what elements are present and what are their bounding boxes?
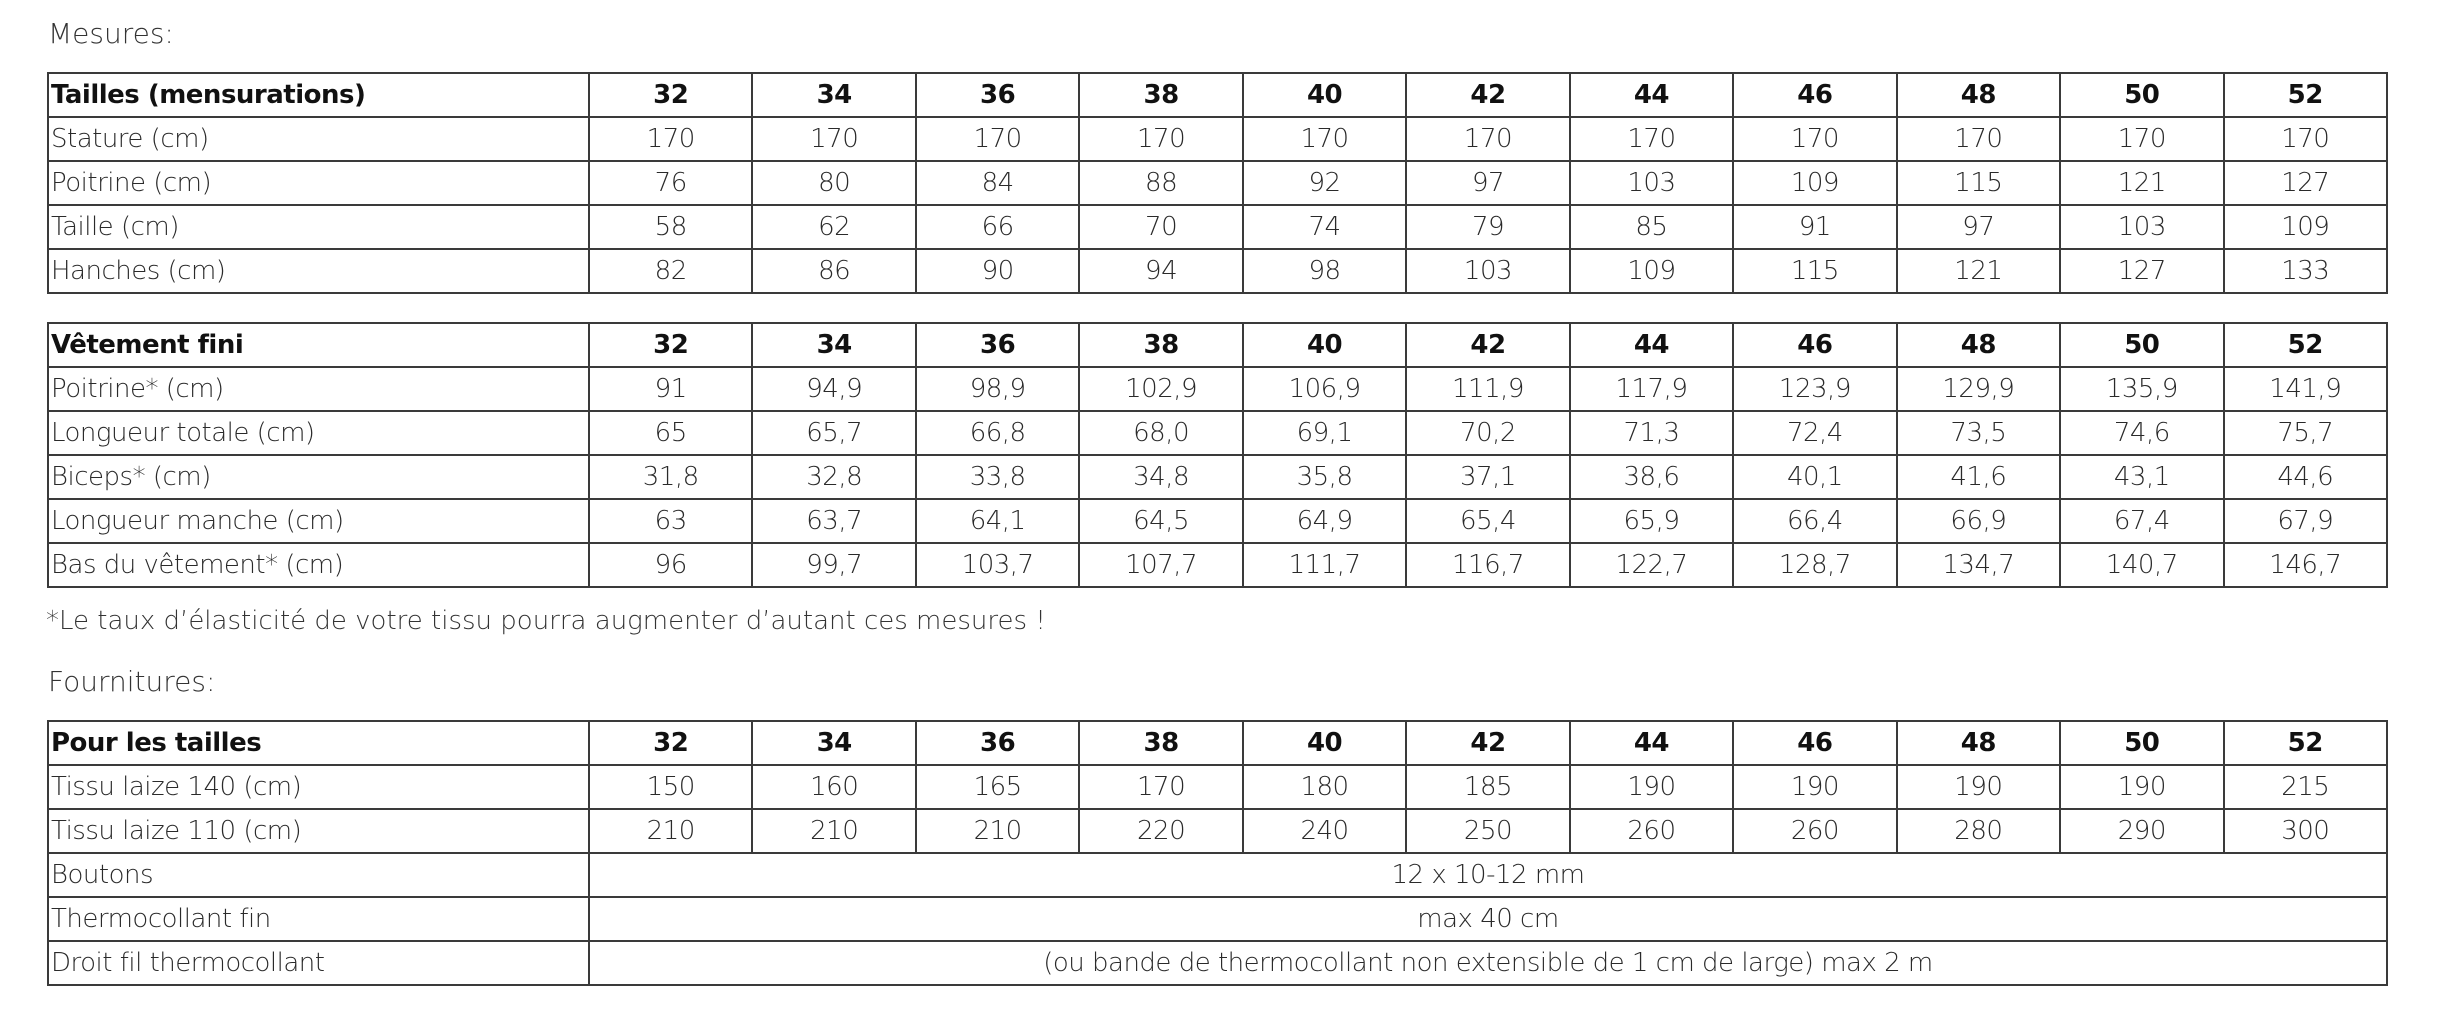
table-cell: 96 <box>589 543 752 587</box>
size-header: 38 <box>1079 323 1242 367</box>
table-cell: 71,3 <box>1570 411 1733 455</box>
table-cell: 280 <box>1897 809 2060 853</box>
row-label: Taille (cm) <box>48 205 589 249</box>
size-header: 44 <box>1570 73 1733 117</box>
table-cell: 94 <box>1079 249 1242 293</box>
table-cell: 165 <box>916 765 1079 809</box>
table-cell: 190 <box>2060 765 2223 809</box>
table-cell: 103 <box>1570 161 1733 205</box>
table-cell: 170 <box>916 117 1079 161</box>
table-cell: 250 <box>1406 809 1569 853</box>
size-header: 48 <box>1897 721 2060 765</box>
size-header: 40 <box>1243 323 1406 367</box>
table-cell: 215 <box>2224 765 2387 809</box>
table-cell: 160 <box>752 765 915 809</box>
table-row <box>48 853 2387 897</box>
table-cell: 190 <box>1570 765 1733 809</box>
table-cell: max 40 cm <box>589 897 2387 941</box>
table-cell: 140,7 <box>2060 543 2223 587</box>
supplies-heading: Fournitures: <box>48 665 216 698</box>
size-header: 52 <box>2224 73 2387 117</box>
table-cell: 65,9 <box>1570 499 1733 543</box>
table-row <box>48 897 2387 941</box>
size-header: 44 <box>1570 721 1733 765</box>
table-cell: 150 <box>589 765 752 809</box>
finished-garment-table <box>47 322 2388 588</box>
table-cell: 41,6 <box>1897 455 2060 499</box>
size-header: 46 <box>1733 73 1896 117</box>
table-cell: 62 <box>752 205 915 249</box>
table-cell: 121 <box>1897 249 2060 293</box>
table-row <box>48 117 2387 161</box>
row-label: Boutons <box>48 853 589 897</box>
table-cell: 170 <box>2060 117 2223 161</box>
table-cell: 86 <box>752 249 915 293</box>
table-cell: 94,9 <box>752 367 915 411</box>
size-header: 44 <box>1570 323 1733 367</box>
table-cell: 170 <box>1406 117 1569 161</box>
table-cell: 141,9 <box>2224 367 2387 411</box>
size-header: 52 <box>2224 721 2387 765</box>
table-cell: 170 <box>1079 765 1242 809</box>
table-cell: 121 <box>2060 161 2223 205</box>
table-cell: 63 <box>589 499 752 543</box>
table-header-label: Pour les tailles <box>48 721 589 765</box>
table-cell: 135,9 <box>2060 367 2223 411</box>
table-cell: 90 <box>916 249 1079 293</box>
table-cell: 146,7 <box>2224 543 2387 587</box>
row-label: Poitrine* (cm) <box>48 367 589 411</box>
size-header: 34 <box>752 73 915 117</box>
table-header-row <box>48 73 2387 117</box>
table-cell: 170 <box>1079 117 1242 161</box>
table-cell: 260 <box>1570 809 1733 853</box>
table-cell: 103,7 <box>916 543 1079 587</box>
size-header: 36 <box>916 73 1079 117</box>
size-header: 42 <box>1406 73 1569 117</box>
size-header: 32 <box>589 721 752 765</box>
table-row <box>48 455 2387 499</box>
table-cell: 97 <box>1897 205 2060 249</box>
size-header: 32 <box>589 73 752 117</box>
row-label: Biceps* (cm) <box>48 455 589 499</box>
table-cell: 75,7 <box>2224 411 2387 455</box>
table-cell: 134,7 <box>1897 543 2060 587</box>
table-row <box>48 367 2387 411</box>
table-cell: 115 <box>1733 249 1896 293</box>
table-cell: 80 <box>752 161 915 205</box>
table-cell: 66,8 <box>916 411 1079 455</box>
table-cell: 88 <box>1079 161 1242 205</box>
elasticity-note: *Le taux d’élasticité de votre tissu pourra augmenter d’autant ces mesures ! <box>46 606 1046 636</box>
table-cell: 109 <box>1570 249 1733 293</box>
table-cell: 82 <box>589 249 752 293</box>
table-header-row <box>48 721 2387 765</box>
table-cell: 240 <box>1243 809 1406 853</box>
table-cell: 35,8 <box>1243 455 1406 499</box>
table-cell: 111,7 <box>1243 543 1406 587</box>
table-cell: 12 x 10-12 mm <box>589 853 2387 897</box>
table-cell: 128,7 <box>1733 543 1896 587</box>
table-cell: 300 <box>2224 809 2387 853</box>
table-cell: 103 <box>1406 249 1569 293</box>
table-cell: 116,7 <box>1406 543 1569 587</box>
size-header: 36 <box>916 721 1079 765</box>
table-cell: 64,5 <box>1079 499 1242 543</box>
table-cell: 58 <box>589 205 752 249</box>
row-label: Poitrine (cm) <box>48 161 589 205</box>
table-cell: 64,9 <box>1243 499 1406 543</box>
table-cell: 85 <box>1570 205 1733 249</box>
table-cell: (ou bande de thermocollant non extensible de 1 cm de large) max 2 m <box>589 941 2387 985</box>
body-measurements-table <box>47 72 2388 294</box>
table-cell: 84 <box>916 161 1079 205</box>
table-cell: 32,8 <box>752 455 915 499</box>
size-header: 38 <box>1079 721 1242 765</box>
size-header: 40 <box>1243 73 1406 117</box>
table-cell: 185 <box>1406 765 1569 809</box>
size-header: 50 <box>2060 73 2223 117</box>
table-cell: 109 <box>1733 161 1896 205</box>
table-cell: 92 <box>1243 161 1406 205</box>
size-header: 52 <box>2224 323 2387 367</box>
size-header: 46 <box>1733 323 1896 367</box>
table-cell: 66,4 <box>1733 499 1896 543</box>
table-cell: 65,7 <box>752 411 915 455</box>
table-cell: 127 <box>2060 249 2223 293</box>
supplies-table <box>47 720 2388 986</box>
table-row <box>48 249 2387 293</box>
table-header-row <box>48 323 2387 367</box>
table-cell: 33,8 <box>916 455 1079 499</box>
table-cell: 123,9 <box>1733 367 1896 411</box>
table-header-label: Tailles (mensurations) <box>48 73 589 117</box>
table-cell: 37,1 <box>1406 455 1569 499</box>
table-cell: 122,7 <box>1570 543 1733 587</box>
table-row <box>48 161 2387 205</box>
size-header: 50 <box>2060 721 2223 765</box>
size-header: 38 <box>1079 73 1242 117</box>
row-label: Tissu laize 110 (cm) <box>48 809 589 853</box>
table-cell: 63,7 <box>752 499 915 543</box>
table-cell: 106,9 <box>1243 367 1406 411</box>
size-header: 42 <box>1406 323 1569 367</box>
table-cell: 65,4 <box>1406 499 1569 543</box>
table-cell: 98 <box>1243 249 1406 293</box>
table-cell: 67,4 <box>2060 499 2223 543</box>
table-cell: 91 <box>1733 205 1896 249</box>
table-cell: 72,4 <box>1733 411 1896 455</box>
size-header: 36 <box>916 323 1079 367</box>
size-header: 48 <box>1897 73 2060 117</box>
table-row <box>48 765 2387 809</box>
table-cell: 67,9 <box>2224 499 2387 543</box>
table-cell: 170 <box>1733 117 1896 161</box>
table-cell: 107,7 <box>1079 543 1242 587</box>
table-cell: 66,9 <box>1897 499 2060 543</box>
table-cell: 210 <box>916 809 1079 853</box>
table-cell: 170 <box>1243 117 1406 161</box>
table-row <box>48 809 2387 853</box>
table-cell: 70,2 <box>1406 411 1569 455</box>
table-cell: 73,5 <box>1897 411 2060 455</box>
table-cell: 99,7 <box>752 543 915 587</box>
table-cell: 44,6 <box>2224 455 2387 499</box>
size-header: 32 <box>589 323 752 367</box>
table-cell: 170 <box>589 117 752 161</box>
table-row <box>48 543 2387 587</box>
table-cell: 98,9 <box>916 367 1079 411</box>
table-cell: 38,6 <box>1570 455 1733 499</box>
table-cell: 65 <box>589 411 752 455</box>
table-cell: 43,1 <box>2060 455 2223 499</box>
row-label: Droit fil thermocollant <box>48 941 589 985</box>
table-cell: 40,1 <box>1733 455 1896 499</box>
size-header: 48 <box>1897 323 2060 367</box>
row-label: Hanches (cm) <box>48 249 589 293</box>
table-cell: 127 <box>2224 161 2387 205</box>
table-cell: 76 <box>589 161 752 205</box>
size-header: 34 <box>752 323 915 367</box>
table-cell: 102,9 <box>1079 367 1242 411</box>
table-cell: 91 <box>589 367 752 411</box>
table-cell: 66 <box>916 205 1079 249</box>
table-cell: 74 <box>1243 205 1406 249</box>
table-cell: 111,9 <box>1406 367 1569 411</box>
table-cell: 109 <box>2224 205 2387 249</box>
table-cell: 133 <box>2224 249 2387 293</box>
table-cell: 69,1 <box>1243 411 1406 455</box>
size-header: 42 <box>1406 721 1569 765</box>
table-cell: 117,9 <box>1570 367 1733 411</box>
table-cell: 34,8 <box>1079 455 1242 499</box>
table-row <box>48 941 2387 985</box>
row-label: Longueur totale (cm) <box>48 411 589 455</box>
table-cell: 74,6 <box>2060 411 2223 455</box>
table-cell: 180 <box>1243 765 1406 809</box>
table-cell: 70 <box>1079 205 1242 249</box>
row-label: Bas du vêtement* (cm) <box>48 543 589 587</box>
row-label: Thermocollant fin <box>48 897 589 941</box>
size-header: 40 <box>1243 721 1406 765</box>
table-cell: 129,9 <box>1897 367 2060 411</box>
measures-heading: Mesures: <box>48 17 174 50</box>
table-row <box>48 205 2387 249</box>
row-label: Tissu laize 140 (cm) <box>48 765 589 809</box>
table-cell: 190 <box>1897 765 2060 809</box>
table-cell: 290 <box>2060 809 2223 853</box>
table-cell: 190 <box>1733 765 1896 809</box>
size-header: 50 <box>2060 323 2223 367</box>
table-cell: 103 <box>2060 205 2223 249</box>
table-cell: 79 <box>1406 205 1569 249</box>
table-cell: 115 <box>1897 161 2060 205</box>
table-row <box>48 499 2387 543</box>
table-cell: 210 <box>589 809 752 853</box>
table-cell: 31,8 <box>589 455 752 499</box>
table-cell: 260 <box>1733 809 1896 853</box>
table-row <box>48 411 2387 455</box>
table-cell: 170 <box>1897 117 2060 161</box>
table-cell: 210 <box>752 809 915 853</box>
table-cell: 68,0 <box>1079 411 1242 455</box>
table-cell: 170 <box>1570 117 1733 161</box>
table-cell: 97 <box>1406 161 1569 205</box>
table-cell: 170 <box>2224 117 2387 161</box>
size-header: 34 <box>752 721 915 765</box>
table-cell: 64,1 <box>916 499 1079 543</box>
table-cell: 170 <box>752 117 915 161</box>
table-cell: 220 <box>1079 809 1242 853</box>
size-header: 46 <box>1733 721 1896 765</box>
row-label: Stature (cm) <box>48 117 589 161</box>
row-label: Longueur manche (cm) <box>48 499 589 543</box>
table-header-label: Vêtement fini <box>48 323 589 367</box>
